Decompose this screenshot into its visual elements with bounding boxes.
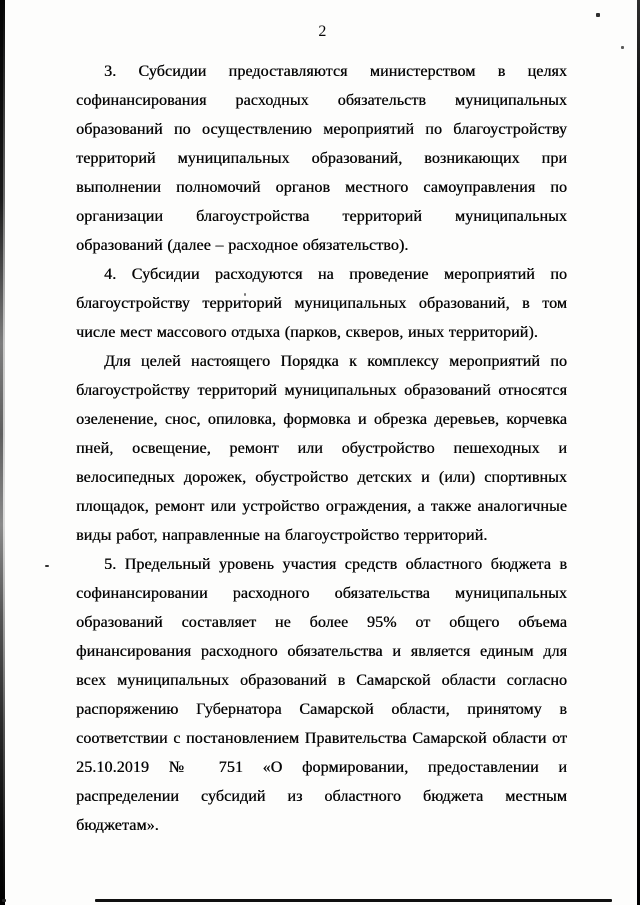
document-body (76, 57, 567, 840)
scan-edge-left-bar (0, 0, 5, 905)
scan-speck (621, 46, 624, 49)
paragraph-item-4: 4. Субсидии расходуются на проведение мероприятий по благоустройству территорий муниципальных образований, в том числе мест массового отдыха (парков, скверов, иных территорий). (76, 266, 567, 341)
scan-speck (45, 565, 49, 567)
page-number: 2 (318, 23, 327, 40)
paragraph-item-4-note: Для целей настоящего Порядка к комплексу мероприятий по благоустройству территорий муниципальных образований относятся озеленение, снос, опиловка, формовка и обрезка деревьев, корчевка пней, освещение, ремонт или обустройство пешеходных и велосипедных дорожек, обустройство детских и (или) спортивных площадок, ремонт или устройство ограждения, а также аналогичные виды работ, направленные на благоустройство территорий. (76, 353, 567, 544)
paragraph-item-3: 3. Субсидии предоставляются министерством в целях софинансирования расходных обязательств муниципальных образований по осуществлению мероприятий по благоустройству территорий муниципальных образований, возникающих при выполнении полномочий органов местного самоуправления по организации благоустройства территорий муниципальных образований (далее – расходное обязательство). (76, 63, 567, 254)
paragraph-item-5: 5. Предельный уровень участия средств областного бюджета в софинансировании расходного обязательства муниципальных образований составляет не более 95% от общего объема финансирования расходного обязательства и является единым для всех муниципальных образований в Самарской области согласно распоряжению Губернатора Самарской области, принятому в соответствии с постановлением Правительства Самарской области от 25.10.2019 № 751 «О формировании, предоставлении и распределении субсидий из областного бюджета местным бюджетам». (76, 556, 567, 834)
scan-edge-bottom-line (95, 899, 612, 902)
scan-speck (2, 899, 6, 902)
scan-speck (596, 13, 600, 17)
